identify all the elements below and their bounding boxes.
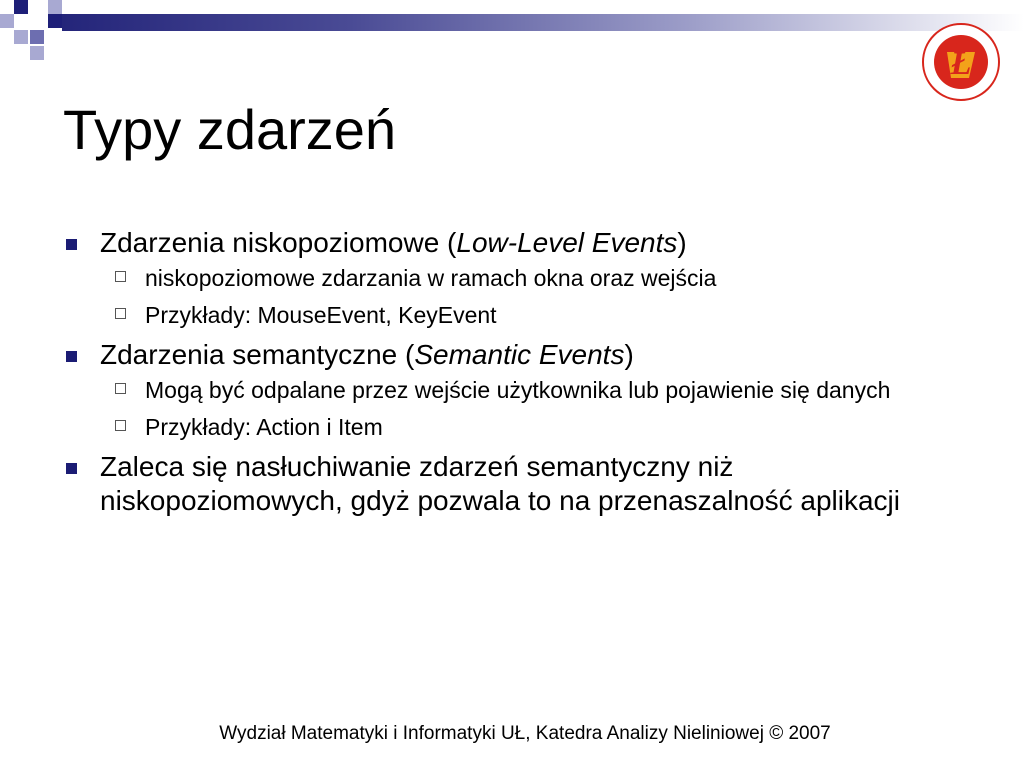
sub-bullet-text: niskopoziomowe zdarzania w ramach okna oraz wejścia: [145, 265, 717, 291]
bullet-item: [62, 338, 962, 372]
bullet-text: Zdarzenia semantyczne (Semantic Events): [100, 339, 634, 370]
decor-square: [0, 14, 14, 28]
decor-square: [48, 14, 62, 28]
decor-square: [30, 30, 44, 44]
sub-bullet-item: [62, 413, 962, 441]
sub-bullet-item: [62, 301, 962, 329]
decor-square: [14, 0, 28, 14]
hollow-square-bullet-icon: [115, 308, 126, 319]
decor-square: [48, 0, 62, 14]
hollow-square-bullet-icon: [115, 271, 126, 282]
hollow-square-bullet-icon: [115, 420, 126, 431]
bullet-text: Zdarzenia niskopoziomowe (Low-Level Events): [100, 227, 687, 258]
bullet-list: [62, 226, 962, 522]
square-bullet-icon: [66, 351, 77, 362]
sub-bullet-item: [62, 376, 962, 404]
decor-square: [14, 30, 28, 44]
bullet-item: [62, 226, 962, 260]
bullet-text: Zaleca się nasłuchiwanie zdarzeń semantyczny niż niskopoziomowych, gdyż pozwala to na przenaszalność aplikacji: [100, 451, 900, 516]
header-gradient-bar: [62, 14, 1024, 31]
svg-text:Ł: Ł: [950, 45, 972, 82]
hollow-square-bullet-icon: [115, 383, 126, 394]
sub-bullet-text: Przykłady: MouseEvent, KeyEvent: [145, 302, 497, 328]
sub-bullet-item: [62, 264, 962, 292]
slide-title: Typy zdarzeń: [63, 98, 397, 161]
square-bullet-icon: [66, 239, 77, 250]
sub-bullet-text: Przykłady: Action i Item: [145, 414, 383, 440]
decor-square: [30, 46, 44, 60]
university-seal-icon: [921, 22, 1001, 102]
square-bullet-icon: [66, 463, 77, 474]
slide-footer: Wydział Matematyki i Informatyki UŁ, Katedra Analizy Nieliniowej © 2007: [219, 723, 831, 744]
sub-bullet-text: Mogą być odpalane przez wejście użytkownika lub pojawienie się danych: [145, 377, 891, 403]
bullet-item: [62, 450, 962, 518]
